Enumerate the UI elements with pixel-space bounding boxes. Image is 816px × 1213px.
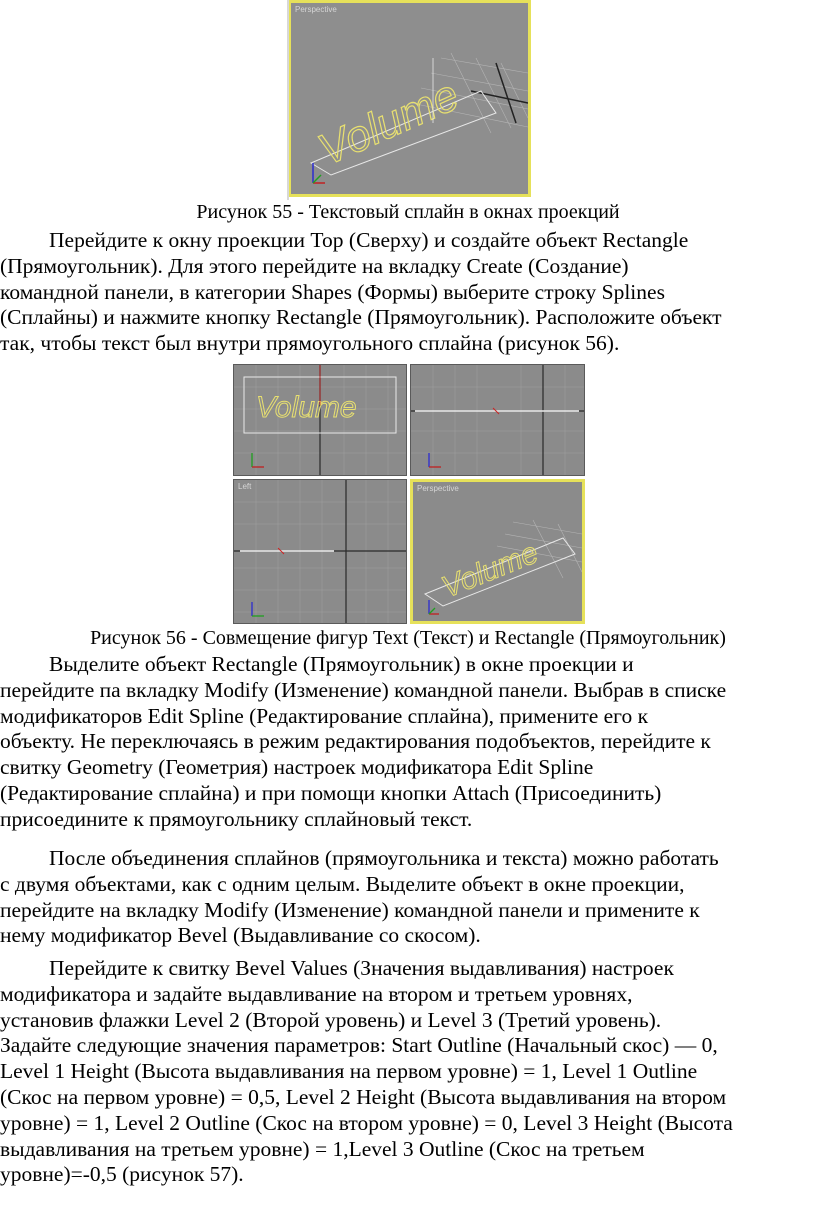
paragraph-4-line-4: Задайте следующие значения параметров: Start Outline (Начальный скос) — 0, — [0, 1033, 718, 1058]
viewport-top — [233, 364, 407, 476]
figure-56-viewports — [233, 364, 585, 624]
paragraph-3-line-4: нему модификатор Bevel (Выдавливание со скосом). — [0, 923, 481, 948]
perspective-scene — [291, 3, 528, 194]
viewport-front-scene — [411, 365, 584, 475]
paragraph-4-line-2: модификатора и задайте выдавливание на втором и третьем уровнях, — [0, 981, 633, 1006]
paragraph-3-line-2: с двумя объектами, как с одним целым. Выделите объект в окне проекции, — [0, 871, 685, 896]
paragraph-2-line-6: (Редактирование сплайна) и при помощи кнопки Attach (Присоединить) — [0, 780, 662, 805]
paragraph-1 — [0, 228, 816, 357]
paragraph-4-line-1: Перейдите к свитку Bevel Values (Значения выдавливания) настроек — [49, 956, 674, 980]
figure-56-caption: Рисунок 56 - Совмещение фигур Text (Текст) и Rectangle (Прямоугольник) — [90, 627, 726, 649]
paragraph-2-line-2: перейдите па вкладку Modify (Изменение) командной панели. Выбрав в списке — [0, 677, 727, 702]
paragraph-4-line-5: Level 1 Height (Высота выдавливания на первом уровне) = 1, Level 1 Outline — [0, 1059, 698, 1084]
spline-text-volume: Volume — [311, 70, 466, 176]
paragraph-2 — [0, 652, 816, 833]
paragraph-4-line-8: выдавливания на третьем уровне) = 1,Level 3 Outline (Скос на третьем — [0, 1136, 645, 1161]
paragraph-1-line-5: так, чтобы текст был внутри прямоугольного сплайна (рисунок 56). — [0, 331, 620, 356]
paragraph-2-line-4: объекту. Не переключаясь в режим редактирования подобъектов, перейдите к — [0, 729, 711, 754]
paragraph-2-line-1: Выделите объект Rectangle (Прямоугольник) в окне проекции и — [49, 652, 634, 676]
paragraph-2-line-7: присоедините к прямоугольнику сплайновый текст. — [0, 806, 473, 831]
viewport-front — [410, 364, 585, 476]
viewport-left-scene — [234, 480, 406, 623]
viewport-label-left: Left — [238, 482, 252, 491]
paragraph-1-line-1: Перейдите к окну проекции Top (Сверху) и создайте объект Rectangle — [49, 228, 689, 252]
paragraph-4 — [0, 956, 816, 1188]
spline-text-volume-top: Volume — [256, 391, 357, 424]
paragraph-1-line-3: командной панели, в категории Shapes (Формы) выберите строку Splines — [0, 279, 665, 304]
viewport-left — [233, 479, 407, 624]
paragraph-1-line-2: (Прямоугольник). Для этого перейдите на вкладку Create (Создание) — [0, 253, 629, 278]
paragraph-4-line-7: уровне) = 1, Level 2 Outline (Скос на втором уровне) = 0, Level 3 Height (Высота — [0, 1110, 733, 1135]
viewport-top-scene — [234, 365, 406, 475]
paragraph-4-line-6: (Скос на первом уровне) = 0,5, Level 2 Height (Высота выдавливания на втором — [0, 1084, 727, 1109]
viewport-perspective — [410, 479, 585, 624]
paragraph-1-line-4: (Сплайны) и нажмите кнопку Rectangle (Прямоугольник). Расположите объект — [0, 305, 722, 330]
paragraph-2-line-3: модификаторов Edit Spline (Редактирование сплайна), примените его к — [0, 703, 649, 728]
paragraph-3 — [0, 846, 816, 949]
paragraph-4-line-3: установив флажки Level 2 (Второй уровень) и Level 3 (Третий уровень). — [0, 1007, 662, 1032]
viewport-label-perspective: Perspective — [295, 5, 337, 14]
figure-55-caption: Рисунок 55 - Текстовый сплайн в окнах проекций — [196, 201, 620, 223]
paragraph-3-line-1: После объединения сплайнов (прямоугольника и текста) можно работать — [49, 846, 719, 870]
paragraph-2-line-5: свитку Geometry (Геометрия) настроек модификатора Edit Spline — [0, 755, 594, 780]
paragraph-4-line-9: уровне)=-0,5 (рисунок 57). — [0, 1162, 244, 1187]
figure-55-viewport — [288, 0, 531, 197]
paragraph-3-line-3: перейдите на вкладку Modify (Изменение) командной панели и примените к — [0, 897, 700, 922]
viewport-label-perspective-56: Perspective — [417, 484, 459, 493]
spline-text-volume-perspective: Volume — [437, 536, 543, 605]
viewport-perspective-scene — [413, 482, 582, 621]
viewport-frame-edge — [287, 0, 289, 200]
